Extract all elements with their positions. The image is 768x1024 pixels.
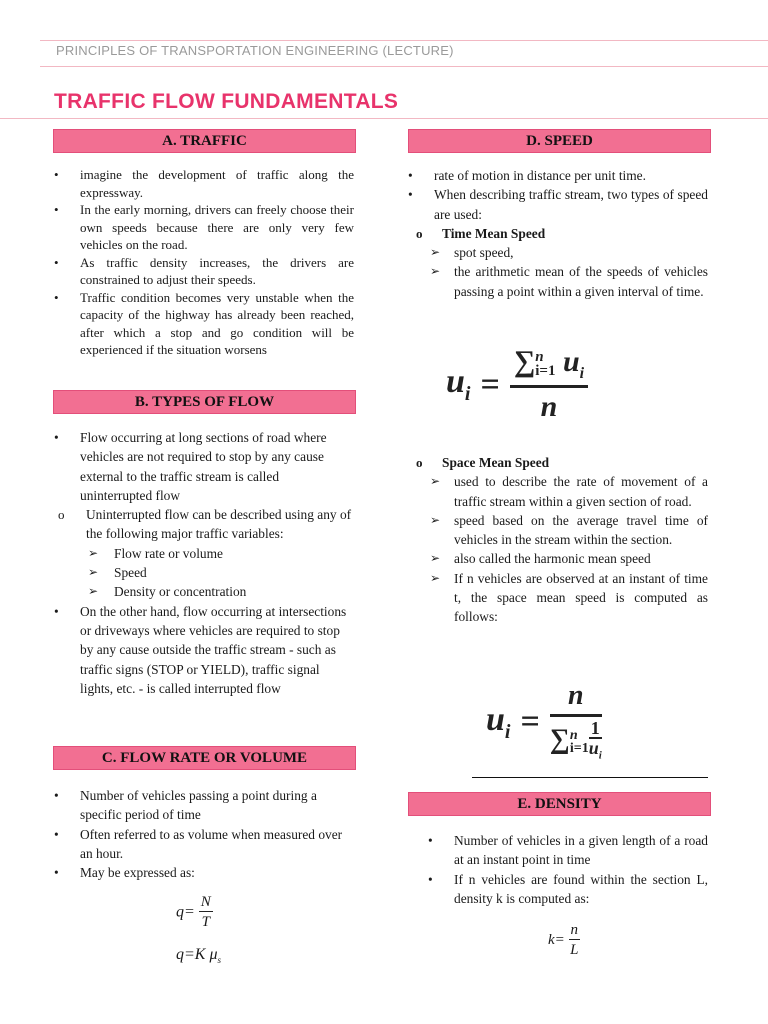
list-item: • Traffic condition becomes very unstable when the capacity of the highway has already been reached, after which a stop and go condition will be experienced if the situation worsens xyxy=(54,289,354,357)
circle-marker: o xyxy=(58,507,65,523)
arrow-marker: ➢ xyxy=(430,474,441,489)
arrow-marker: ➢ xyxy=(88,584,99,599)
list-item: • Flow occurring at long sections of road where vehicles are not required to stop by any cause external to the traffic stream is called uninterrupted flow xyxy=(54,430,327,503)
list-item: • When describing traffic stream, two types of speed are used: xyxy=(408,187,708,222)
flow-density-formula: q=K $\mu_s$ xyxy=(176,946,222,966)
list-item: • If n vehicles are found within the section L, density k is computed as: xyxy=(428,871,708,906)
bullet-marker: • xyxy=(54,167,59,182)
section-a-heading: A. TRAFFIC xyxy=(53,129,356,153)
section-d-list xyxy=(406,166,708,301)
density-formula: k= $\frac{n}{L}$ xyxy=(548,922,579,958)
section-d-heading: D. SPEED xyxy=(408,129,711,153)
arrow-marker: ➢ xyxy=(88,565,99,580)
section-c-list xyxy=(52,786,352,882)
list-item: • In the early morning, drivers can freely choose their own speeds because there are only very few vehicles on the road. xyxy=(54,202,354,252)
arrow-marker: ➢ xyxy=(88,545,99,560)
title-rule xyxy=(0,118,768,119)
sub-point: ➢ used to describe the rate of movement of a traffic stream within a given section of road. xyxy=(430,474,708,509)
section-e-heading: E. DENSITY xyxy=(408,792,711,816)
bullet-marker: • xyxy=(408,187,413,203)
arrow-marker: ➢ xyxy=(430,245,441,260)
variable-item: ➢ Flow rate or volume xyxy=(52,544,352,563)
list-item: • Number of vehicles in a given length of a road at an instant point in time xyxy=(428,833,708,868)
section-c-heading: C. FLOW RATE OR VOLUME xyxy=(53,746,356,770)
arrow-marker: ➢ xyxy=(430,264,441,279)
section-b-heading: B. TYPES OF FLOW xyxy=(53,390,356,414)
section-e-list xyxy=(406,831,708,908)
variable-item: ➢ Speed xyxy=(52,563,352,582)
space-mean-speed-list xyxy=(406,453,708,627)
bullet-marker: • xyxy=(54,865,59,881)
page-title: TRAFFIC FLOW FUNDAMENTALS xyxy=(54,90,399,113)
bullet-marker: • xyxy=(408,168,413,183)
list-item: • As traffic density increases, the drivers are constrained to adjust their speeds. xyxy=(54,254,354,287)
course-title: PRINCIPLES OF TRANSPORTATION ENGINEERING (LECTURE) xyxy=(56,43,454,58)
list-item: • On the other hand, flow occurring at intersections or driveways where vehicles are required to stop by any cause outside the traffic stream - such as traffic signs (STOP or YIELD), traffic signal lights, etc. - is called interrupted flow xyxy=(54,603,347,696)
space-mean-speed-label: o Space Mean Speed xyxy=(406,453,708,472)
arrow-marker: ➢ xyxy=(430,551,441,566)
circle-marker: o xyxy=(416,455,423,470)
arrow-marker: ➢ xyxy=(430,570,441,585)
list-item: • rate of motion in distance per unit time. xyxy=(406,166,708,185)
sub-point: ➢ If n vehicles are observed at an instant of time t, the space mean speed is computed as follows: xyxy=(430,570,708,625)
time-mean-speed-label: o Time Mean Speed xyxy=(406,224,708,243)
bullet-marker: • xyxy=(428,871,433,887)
list-item: • Number of vehicles passing a point during a specific period of time xyxy=(54,788,317,823)
bullet-marker: • xyxy=(54,430,59,445)
list-item: • imagine the development of traffic along the expressway. xyxy=(54,167,354,200)
section-b-list xyxy=(52,428,352,698)
sub-point: ➢ also called the harmonic mean speed xyxy=(406,549,708,568)
top-rule xyxy=(40,40,768,41)
variable-item: ➢ Density or concentration xyxy=(52,582,352,601)
bullet-marker: • xyxy=(54,254,59,270)
circle-marker: o xyxy=(416,225,423,241)
sub-item: o Uninterrupted flow can be described using any of the following major traffic variables: xyxy=(58,507,352,542)
sub-point: ➢ spot speed, xyxy=(406,243,708,262)
flow-formula: q= $\frac{N}{T}$ xyxy=(176,894,211,930)
list-item: • Often referred to as volume when measured over an hour. xyxy=(54,826,343,861)
bullet-marker: • xyxy=(54,202,59,217)
list-item: • May be expressed as: xyxy=(52,863,352,882)
sub-point: ➢ speed based on the average travel time of vehicles in the stream within the section. xyxy=(430,512,708,548)
section-divider xyxy=(472,777,708,778)
bullet-marker: • xyxy=(428,833,433,848)
bullet-marker: • xyxy=(54,788,59,803)
sub-point: ➢ the arithmetic mean of the speeds of vehicles passing a point within a given interval of time. xyxy=(430,264,708,299)
header-rule xyxy=(40,66,768,67)
section-a-list xyxy=(52,166,354,359)
arrow-marker: ➢ xyxy=(430,512,441,527)
bullet-marker: • xyxy=(54,826,59,842)
space-mean-speed-formula: $u_i$ = n ∑ n i=1 $\frac{1}{u_i}$ xyxy=(486,680,602,762)
bullet-marker: • xyxy=(54,603,59,619)
bullet-marker: • xyxy=(54,289,59,305)
time-mean-speed-formula: $u_i$ = ∑ n i=1 $u_i$ n xyxy=(446,345,588,424)
